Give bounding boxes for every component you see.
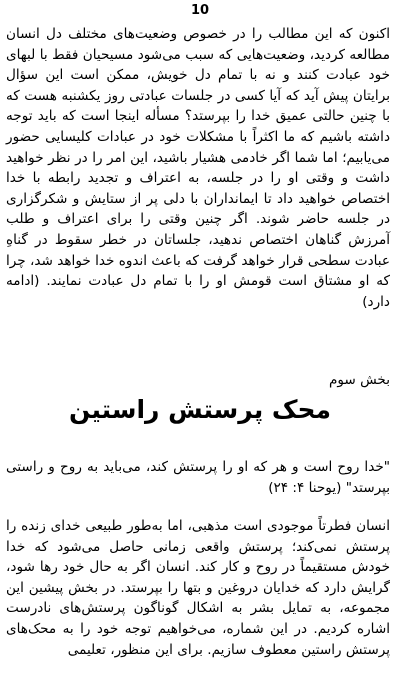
section-label: بخش سوم (328, 372, 390, 388)
scripture-quote: "خدا روح است و هر که او را پرستش کند، می‌باید به روح و راستی بپرستد" (یوحنا ۴: ۲۴) (6, 459, 390, 496)
section-title: محک پرستش راستین (68, 395, 332, 424)
page-number: 10 (190, 3, 210, 18)
paragraph-body: انسان فطرتاً موجودی است مذهبی، اما به‌طور طبیعی خدای زنده را پرستش نمی‌کند؛ پرستش واقعی زمانی حاصل می‌شود که خدا خودش مستقیماً در روح و کار کند. انسان اگر به حال خود رها شود، گرایش دارد که خدایان دروغین و بتها را بپرستد. در بخش پیشین این مجموعه، به تمایل بشر به اشکال گوناگون پرستش‌های نادرست اشاره کردیم. در این شماره، می‌خواهیم توجه خود را به محک‌های پرستش راستین معطوف سازیم. برای این منظور، تعلیمی (6, 518, 390, 658)
paragraph-continuation: اکنون که این مطالب را در خصوص وضعیت‌های مختلف دل انسان مطالعه کردید، وضعیت‌هایی که سبب می‌شود مسیحیان فقط با لبهای خود عبادت کنند و نه با تمام دل خویش، ممکن است این سؤال برایتان پیش آید که آیا کسی در جلسات عبادتی روز یکشنبه هست که با چنین حالتی عمیق خدا را بپرستد؟ مسأله اینجا است که باید توجه داشته باشیم که ما اکثراً با مشکلات خود در عبادات کلیسایی حضور می‌یابیم؛ اما شما اگر خادمی هشیار باشید، این امر را در نظر خواهید داشت و وقتی او را در جلسه، به اعتراف و تجدید رابطه با خدا اختصاص خواهید داد تا ایمانداران با دلی پر از ستایش و شکرگزاری در جلسه حاضر شوند. اگر چنین وقتی را برای اعتراف و طلب آمرزش گناهان اختصاص ندهید، جلساتان در خطر سقوط در گناهِ عبادت سطحی قرار خواهد گرفت که باعث اندوه خدا خواهد شد، چرا که او مشتاق است قومش او را با تمام دل عبادت نمایند. (ادامه دارد) (6, 26, 390, 310)
